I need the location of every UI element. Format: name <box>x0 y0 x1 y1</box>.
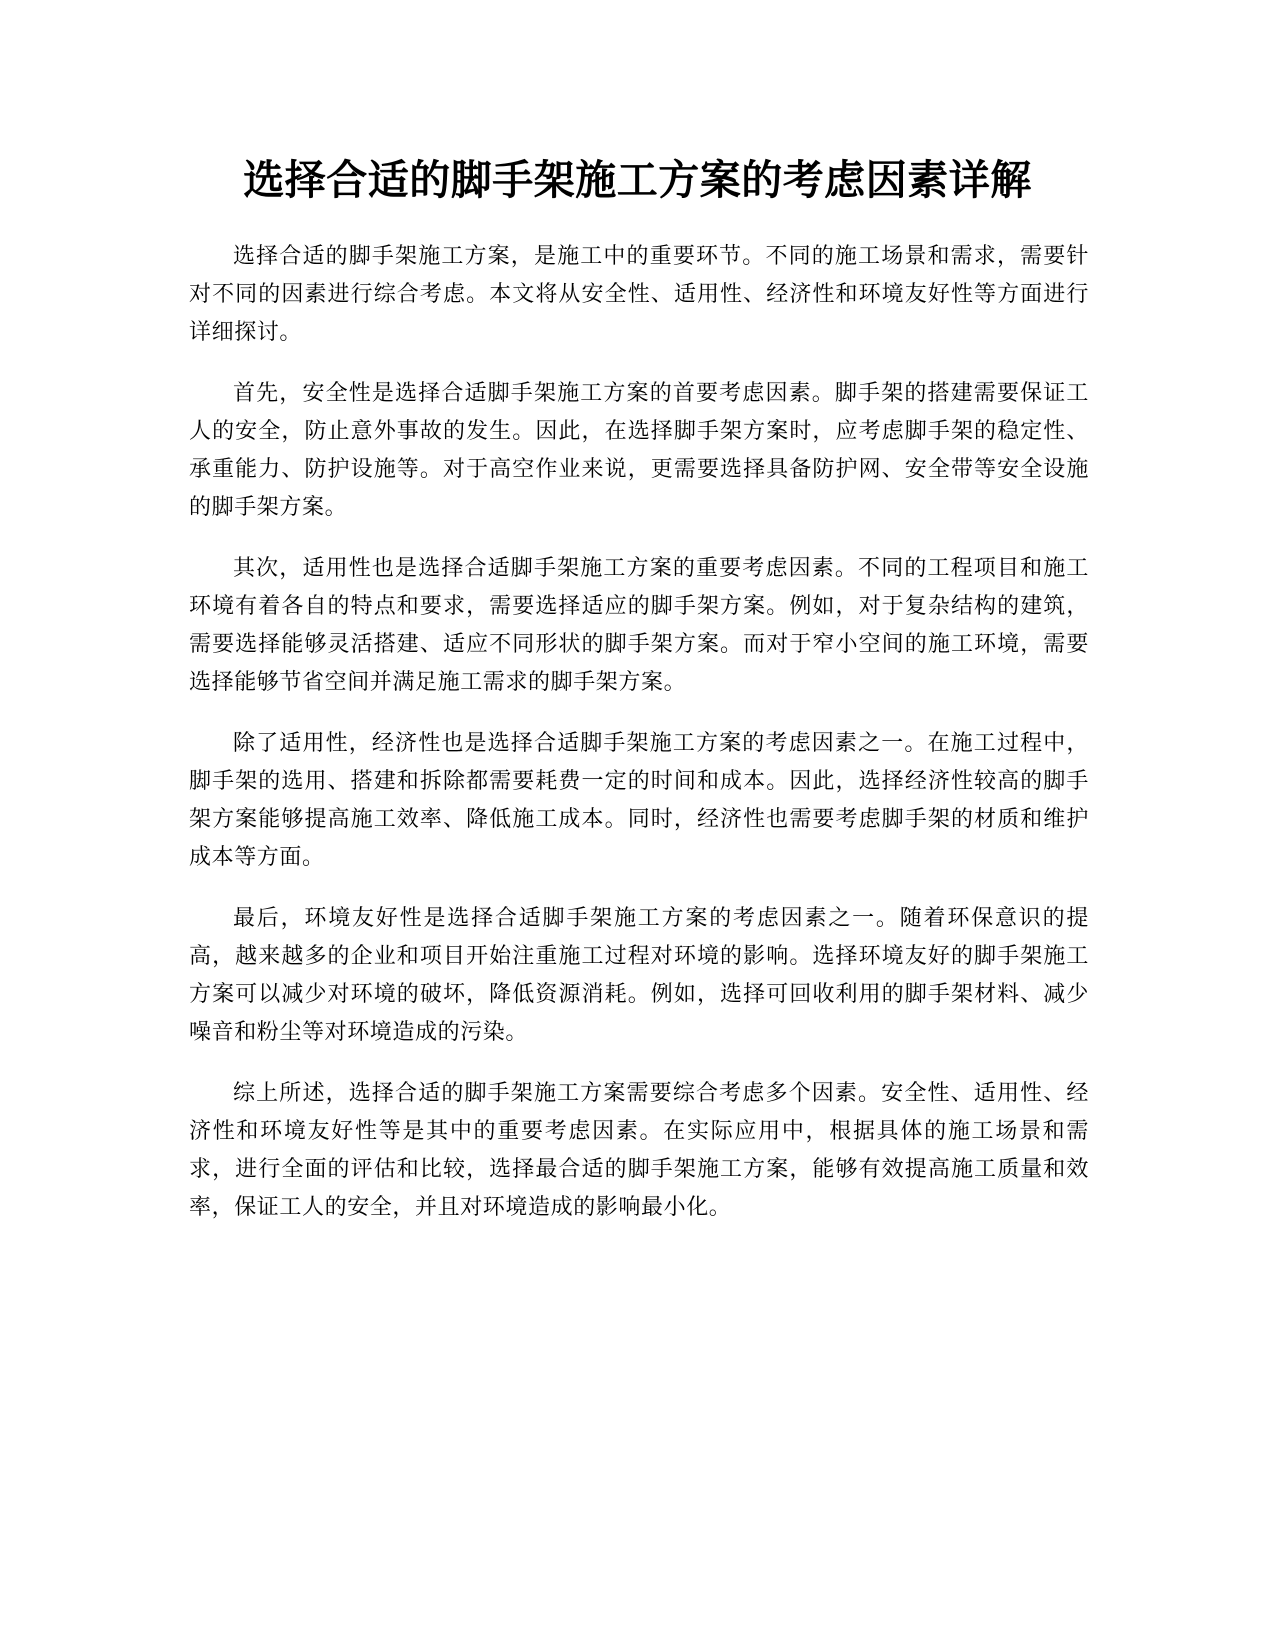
paragraph-safety: 首先，安全性是选择合适脚手架施工方案的首要考虑因素。脚手架的搭建需要保证工人的安全，防止意外事故的发生。因此，在选择脚手架方案时，应考虑脚手架的稳定性、承重能力、防护设施等。对于高空作业来说，更需要选择具备防护网、安全带等安全设施的脚手架方案。 <box>189 381 1089 520</box>
document-body <box>189 238 1089 1250</box>
paragraph-economy: 除了适用性，经济性也是选择合适脚手架施工方案的考虑因素之一。在施工过程中，脚手架的选用、搭建和拆除都需要耗费一定的时间和成本。因此，选择经济性较高的脚手架方案能够提高施工效率、降低施工成本。同时，经济性也需要考虑脚手架的材质和维护成本等方面。 <box>189 731 1089 870</box>
paragraph-environment: 最后，环境友好性是选择合适脚手架施工方案的考虑因素之一。随着环保意识的提高，越来越多的企业和项目开始注重施工过程对环境的影响。选择环境友好的脚手架施工方案可以减少对环境的破坏，降低资源消耗。例如，选择可回收利用的脚手架材料、减少噪音和粉尘等对环境造成的污染。 <box>189 906 1089 1045</box>
paragraph-conclusion: 综上所述，选择合适的脚手架施工方案需要综合考虑多个因素。安全性、适用性、经济性和环境友好性等是其中的重要考虑因素。在实际应用中，根据具体的施工场景和需求，进行全面的评估和比较，选择最合适的脚手架施工方案，能够有效提高施工质量和效率，保证工人的安全，并且对环境造成的影响最小化。 <box>189 1081 1089 1220</box>
paragraph-intro: 选择合适的脚手架施工方案，是施工中的重要环节。不同的施工场景和需求，需要针对不同的因素进行综合考虑。本文将从安全性、适用性、经济性和环境友好性等方面进行详细探讨。 <box>189 244 1089 345</box>
document-title: 选择合适的脚手架施工方案的考虑因素详解 <box>243 156 1032 204</box>
paragraph-applicability: 其次，适用性也是选择合适脚手架施工方案的重要考虑因素。不同的工程项目和施工环境有着各自的特点和要求，需要选择适应的脚手架方案。例如，对于复杂结构的建筑，需要选择能够灵活搭建、适应不同形状的脚手架方案。而对于窄小空间的施工环境，需要选择能够节省空间并满足施工需求的脚手架方案。 <box>189 556 1089 695</box>
